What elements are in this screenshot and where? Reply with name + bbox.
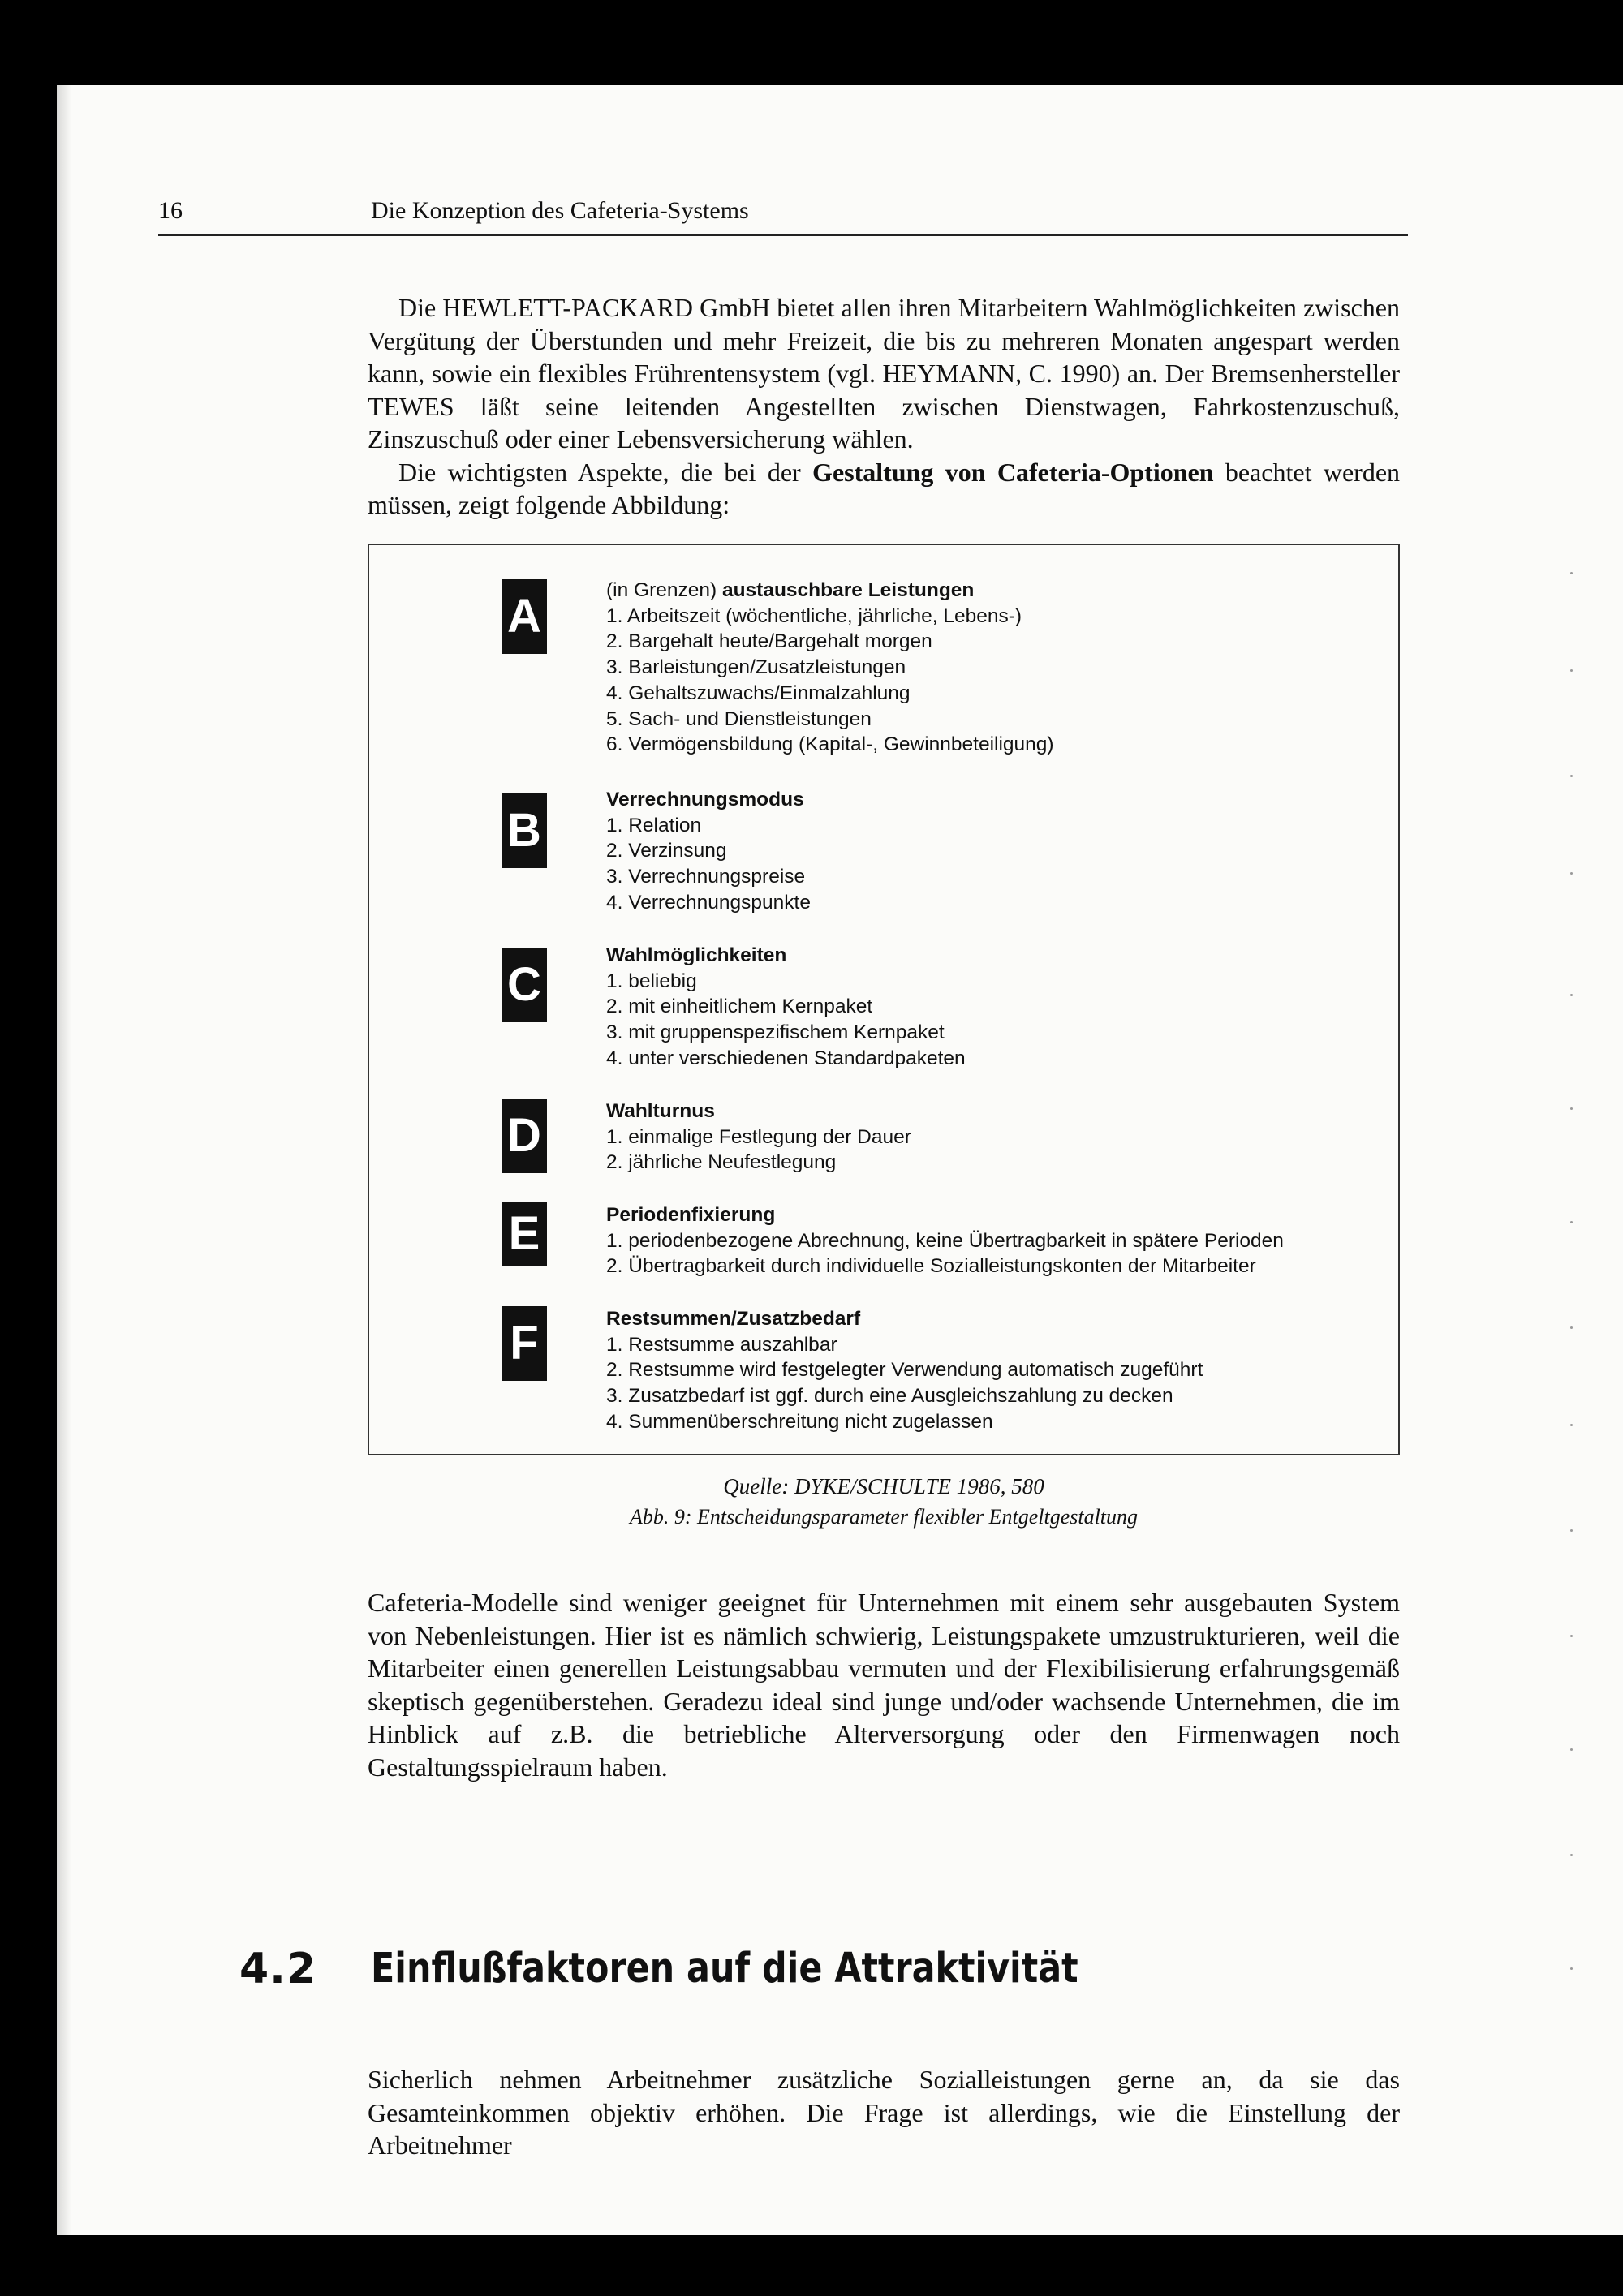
after-figure-paragraph: Cafeteria-Modelle sind weniger geeignet für Unternehmen mit einem sehr ausgebauten System von Nebenleistungen. Hier ist es nämlich schwierig, Leistungspakete umzustrukturieren, weil die Mitarbeiter einen generellen Leistungsabbau vermuten und der Flexibilisierung erfahrungsgemäß skeptisch gegenüberstehen. Geradezu ideal sind junge und/oder wachsende Unternehmen, die im Hinblick auf z.B. die betriebliche Alterversorgung oder den Firmenwagen noch Gestaltungsspielraum haben. <box>368 1588 1400 1782</box>
running-head <box>158 189 1408 236</box>
list-item: 3. Barleistungen/Zusatzleistungen <box>606 656 906 679</box>
list-item: 6. Vermögensbildung (Kapital-, Gewinnbeteiligung) <box>606 733 1054 756</box>
list-item: 1. beliebig <box>606 970 697 992</box>
group-e-text <box>606 1202 1284 1279</box>
list-item: 5. Sach- und Dienstleistungen <box>606 707 872 730</box>
group-b-list <box>606 813 811 916</box>
intro-paragraph-2 <box>368 456 1400 522</box>
group-a-list <box>606 604 1054 758</box>
intro-text <box>368 291 1400 522</box>
group-c-text <box>606 943 966 1072</box>
figure-source: Quelle: DYKE/SCHULTE 1986, 580 <box>723 1474 1044 1498</box>
letter-badge-b: B <box>502 793 547 868</box>
section-text <box>368 2063 1400 2162</box>
section-paragraph: Sicherlich nehmen Arbeitnehmer zusätzliche Sozialleistungen gerne an, da sie das Gesamteinkommen objektiv erhöhen. Die Frage ist allerdings, wie die Einstellung der Arbeitnehmer <box>368 2065 1400 2160</box>
page-gutter-shadow <box>57 85 71 2235</box>
after-figure-text <box>368 1586 1400 1783</box>
list-item: 4. Gehaltszuwachs/Einmalzahlung <box>606 681 911 704</box>
intro-paragraph-2-start: Die wichtigsten Aspekte, die bei der <box>398 457 813 487</box>
list-item: 4. Summenüberschreitung nicht zugelassen <box>606 1410 993 1433</box>
list-item: 2. Restsumme wird festgelegter Verwendung automatisch zugeführt <box>606 1359 1203 1382</box>
group-e-title: Periodenfixierung <box>606 1204 776 1226</box>
list-item: 1. einmalige Festlegung der Dauer <box>606 1125 911 1148</box>
figure-box <box>368 544 1400 1455</box>
group-b-text <box>606 787 811 916</box>
group-d-title: Wahlturnus <box>606 1100 715 1122</box>
list-item: 2. Übertragbarkeit durch individuelle Sozialleistungskonten der Mitarbeiter <box>606 1255 1256 1278</box>
list-item: 1. Arbeitszeit (wöchentliche, jährliche, Lebens-) <box>606 604 1022 627</box>
book-page <box>57 85 1623 2235</box>
list-item: 3. mit gruppenspezifischem Kernpaket <box>606 1021 945 1044</box>
group-f-title: Restsummen/Zusatzbedarf <box>606 1308 861 1330</box>
letter-badge-a: A <box>502 579 547 654</box>
section-title: Einflußfaktoren auf die Attraktivität <box>371 1945 1078 1993</box>
letter-badge-e: E <box>502 1202 547 1266</box>
running-title: Die Konzeption des Cafeteria-Systems <box>371 197 749 224</box>
group-d-list <box>606 1124 911 1176</box>
group-e-list <box>606 1228 1284 1279</box>
intro-paragraph-2-bold: Gestaltung von Cafeteria-Optionen <box>812 457 1214 487</box>
list-item: 2. Verzinsung <box>606 840 727 862</box>
list-item: 4. Verrechnungspunkte <box>606 891 811 914</box>
intro-paragraph-1: Die HEWLETT-PACKARD GmbH bietet allen ihren Mitarbeitern Wahlmöglichkeiten zwischen Vergütung der Überstunden und mehr Freizeit, die bis zu mehreren Monaten angespart werden kann, sowie ein flexibles Frührentensystem (vgl. HEYMANN, C. 1990) an. Der Bremsenhersteller TEWES läßt seine leitenden Angestellten zwischen Dienstwagen, Fahrkostenzuschuß, Zinszuschuß oder einer Lebensversicherung wählen. <box>368 293 1400 454</box>
group-a-text <box>606 578 1054 758</box>
page-number: 16 <box>158 197 183 224</box>
margin-specks <box>1570 572 1575 2032</box>
letter-badge-c: C <box>502 948 547 1022</box>
group-f-list <box>606 1332 1203 1435</box>
group-c-title: Wahlmöglichkeiten <box>606 944 787 966</box>
group-a-title-bold: austauschbare Leistungen <box>721 579 975 601</box>
list-item: 1. Relation <box>606 814 702 836</box>
intro-paragraph-2-end: beachtet werden müssen, zeigt folgende Abbildung: <box>368 457 1401 519</box>
group-a-title-prefix: (in Grenzen) <box>606 579 722 601</box>
list-item: 1. periodenbezogene Abrechnung, keine Übertragbarkeit in spätere Perioden <box>606 1229 1284 1252</box>
list-item: 3. Verrechnungspreise <box>606 866 806 888</box>
group-a-title <box>606 578 1054 604</box>
group-d-text <box>606 1099 911 1176</box>
list-item: 4. unter verschiedenen Standardpaketen <box>606 1047 966 1069</box>
group-b-title: Verrechnungsmodus <box>606 789 804 810</box>
section-number: 4.2 <box>239 1945 317 1993</box>
group-c-list <box>606 969 966 1072</box>
list-item: 2. Bargehalt heute/Bargehalt morgen <box>606 630 932 653</box>
letter-badge-f: F <box>502 1306 547 1381</box>
list-item: 2. jährliche Neufestlegung <box>606 1151 837 1174</box>
group-f-text <box>606 1306 1203 1435</box>
list-item: 3. Zusatzbedarf ist ggf. durch eine Ausgleichszahlung zu decken <box>606 1385 1173 1408</box>
letter-badge-d: D <box>502 1099 547 1173</box>
list-item: 1. Restsumme auszahlbar <box>606 1333 837 1356</box>
list-item: 2. mit einheitlichem Kernpaket <box>606 995 873 1018</box>
figure-caption: Abb. 9: Entscheidungsparameter flexibler Entgeltgestaltung <box>629 1505 1139 1529</box>
